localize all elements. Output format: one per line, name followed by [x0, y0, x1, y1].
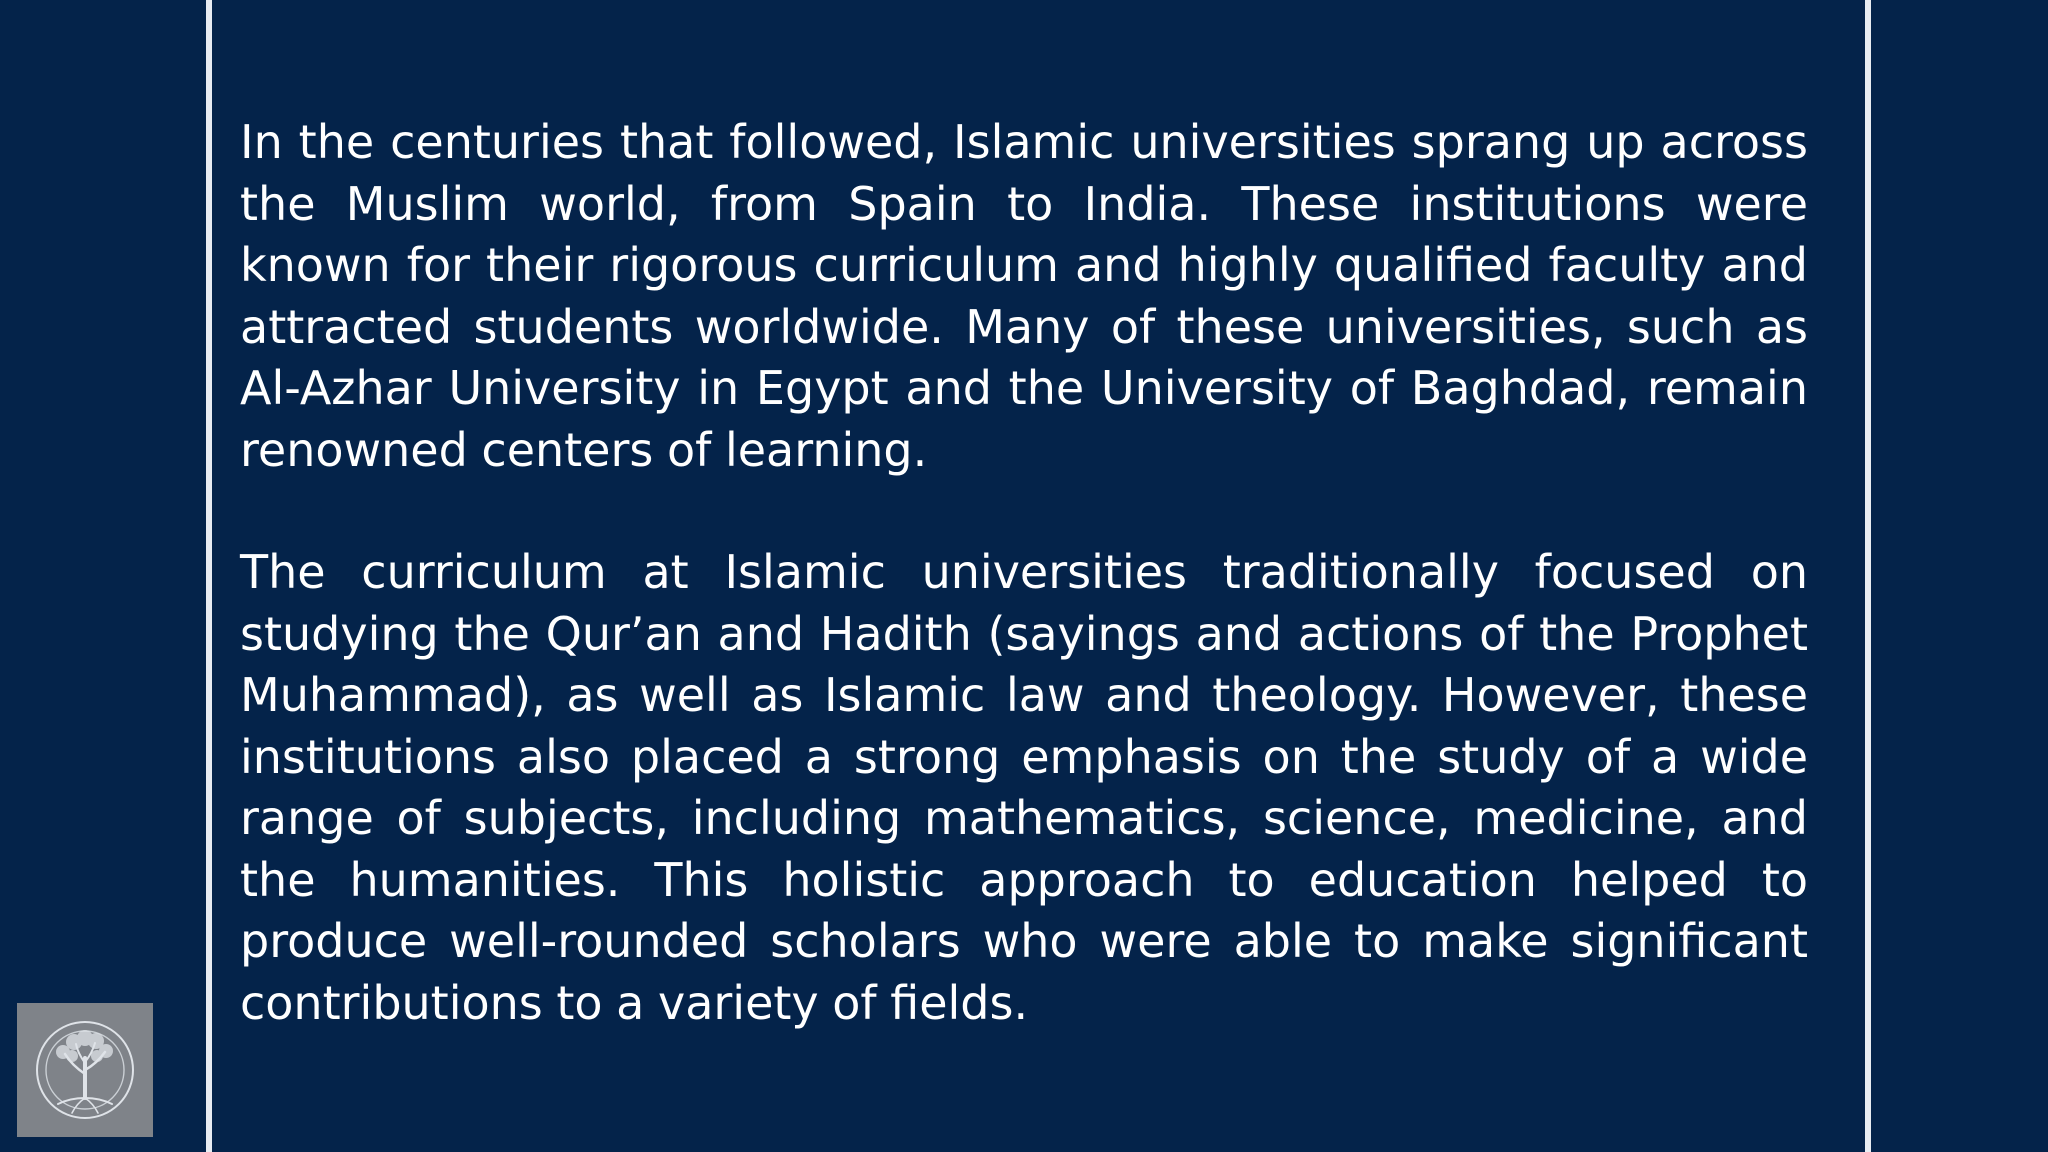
- slide-content: [240, 112, 1808, 1034]
- right-frame-line: [1865, 0, 1871, 1152]
- paragraph-1: In the centuries that followed, Islamic universities sprang up across the Muslim world, from Spain to India. These institutions were known for their rigorous curriculum and highly qualified faculty and attracted students worldwide. Many of these universities, such as Al-Azhar University in Egypt and the University of Baghdad, remain renowned centers of learning.: [240, 115, 1808, 477]
- paragraph-2: The curriculum at Islamic universities traditionally focused on studying the Qur’an and Hadith (sayings and actions of the Prophet Muhammad), as well as Islamic law and theology. However, these institutions also placed a strong emphasis on the study of a wide range of subjects, including mathematics, science, medicine, and the humanities. This holistic approach to education helped to produce well-rounded scholars who were able to make significant contributions to a variety of fields.: [240, 545, 1808, 1030]
- left-frame-line: [206, 0, 212, 1152]
- channel-logo: [17, 1003, 153, 1137]
- tree-emblem-icon: [27, 1012, 143, 1128]
